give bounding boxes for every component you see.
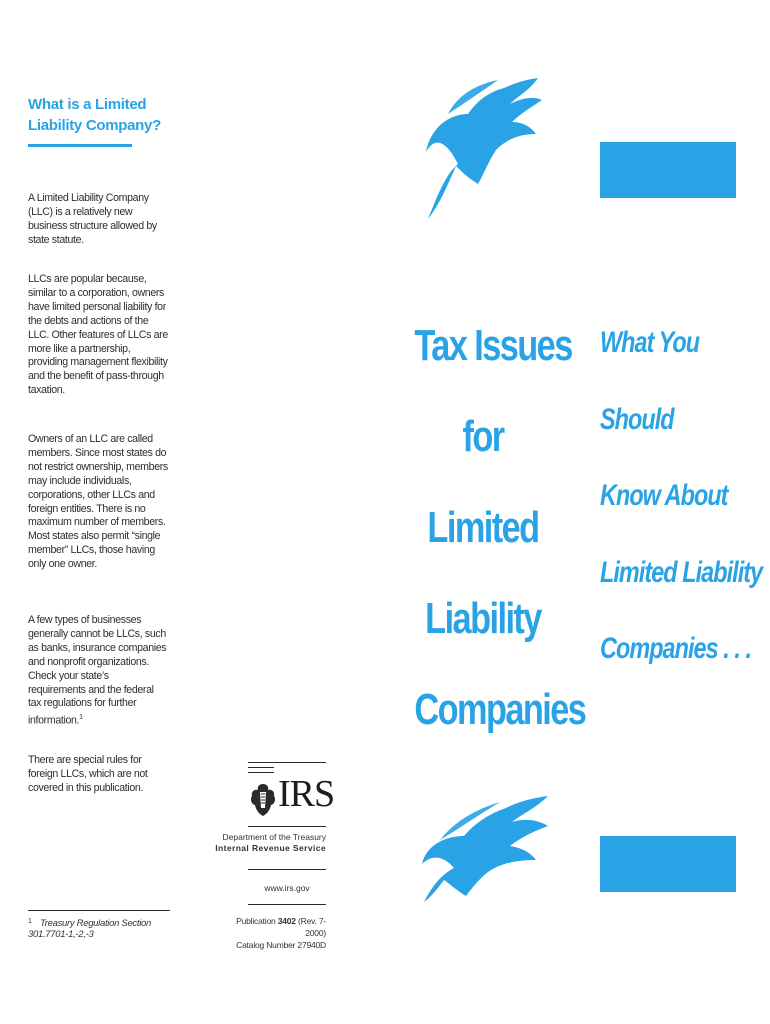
subtitle-line-5: Companies . . .	[600, 632, 752, 665]
paragraph-llc-popularity: LLCs are popular because, similar to a corporation, owners have limited personal liability for the debts and actions of the LLC. Other features of LLCs are more like a partnership, providing management flexibility and the benefit of pass-through taxation.	[28, 273, 168, 397]
publication-number: 3402	[277, 916, 296, 926]
brush-stroke-top	[418, 74, 548, 224]
paragraph-llc-exclusions: A few types of businesses generally cannot be LLCs, such as banks, insurance companies and nonprofit organizations. Check your state’s requirements and the federal tax regulations for further information.$^1$	[28, 614, 167, 727]
main-title-line-1: Tax Issues	[414, 321, 572, 370]
left-column	[28, 94, 168, 147]
irs-eagle-icon	[248, 780, 278, 820]
title-underline	[28, 144, 132, 147]
blue-block-bottom	[600, 836, 736, 892]
irs-website: www.irs.gov	[264, 883, 310, 893]
main-title-line-2: for	[462, 412, 504, 461]
brush-stroke-bottom	[410, 790, 555, 910]
publication-revision: (Rev. 7-2000)	[298, 916, 326, 938]
department-name: Department of the Treasury	[222, 832, 326, 842]
irs-divider-3	[248, 904, 326, 905]
paragraph-llc-members: Owners of an LLC are called members. Since most states do not restrict ownership, members may include individuals, corporations, other LLCs and foreign entities. There is no maximum number of members. Most states also permit “single member” LLCs, those having only one owner.	[28, 433, 168, 571]
paragraph-llc-definition: A Limited Liability Company (LLC) is a relatively new business structure allowed by state statute.	[28, 192, 157, 246]
irs-department	[212, 832, 326, 854]
main-title-line-4: Liability	[425, 594, 541, 643]
footnote-divider	[28, 910, 170, 911]
footnote-text: Treasury Regulation Section 301.7701-1,-2,-3	[28, 918, 152, 940]
subtitle-line-3: Know About	[600, 479, 728, 512]
section-title: What is a Limited Liability Company?	[28, 96, 161, 134]
main-title-line-3: Limited	[427, 503, 539, 552]
irs-divider-2	[248, 869, 326, 870]
irs-wordmark: IRS	[278, 773, 335, 815]
main-title-line-5: Companies	[414, 685, 586, 734]
main-title	[414, 300, 586, 755]
publication-prefix: Publication	[236, 916, 276, 926]
subtitle-line-4: Limited Liability	[600, 555, 763, 589]
blue-block-top	[600, 142, 736, 198]
agency-name: Internal Revenue Service	[215, 843, 326, 853]
subtitle-line-1: What You	[600, 326, 700, 359]
footnote	[28, 918, 178, 940]
footnote-number: 1	[28, 918, 32, 925]
irs-divider-1	[248, 826, 326, 827]
paragraph-foreign-llcs: There are special rules for foreign LLCs, which are not covered in this publication.	[28, 754, 148, 794]
subtitle-line-2: Should	[600, 402, 674, 436]
footnote-marker: 1	[79, 714, 83, 722]
subtitle	[600, 305, 763, 688]
catalog-number: Catalog Number 27940D	[236, 940, 326, 950]
publication-info	[228, 915, 326, 951]
